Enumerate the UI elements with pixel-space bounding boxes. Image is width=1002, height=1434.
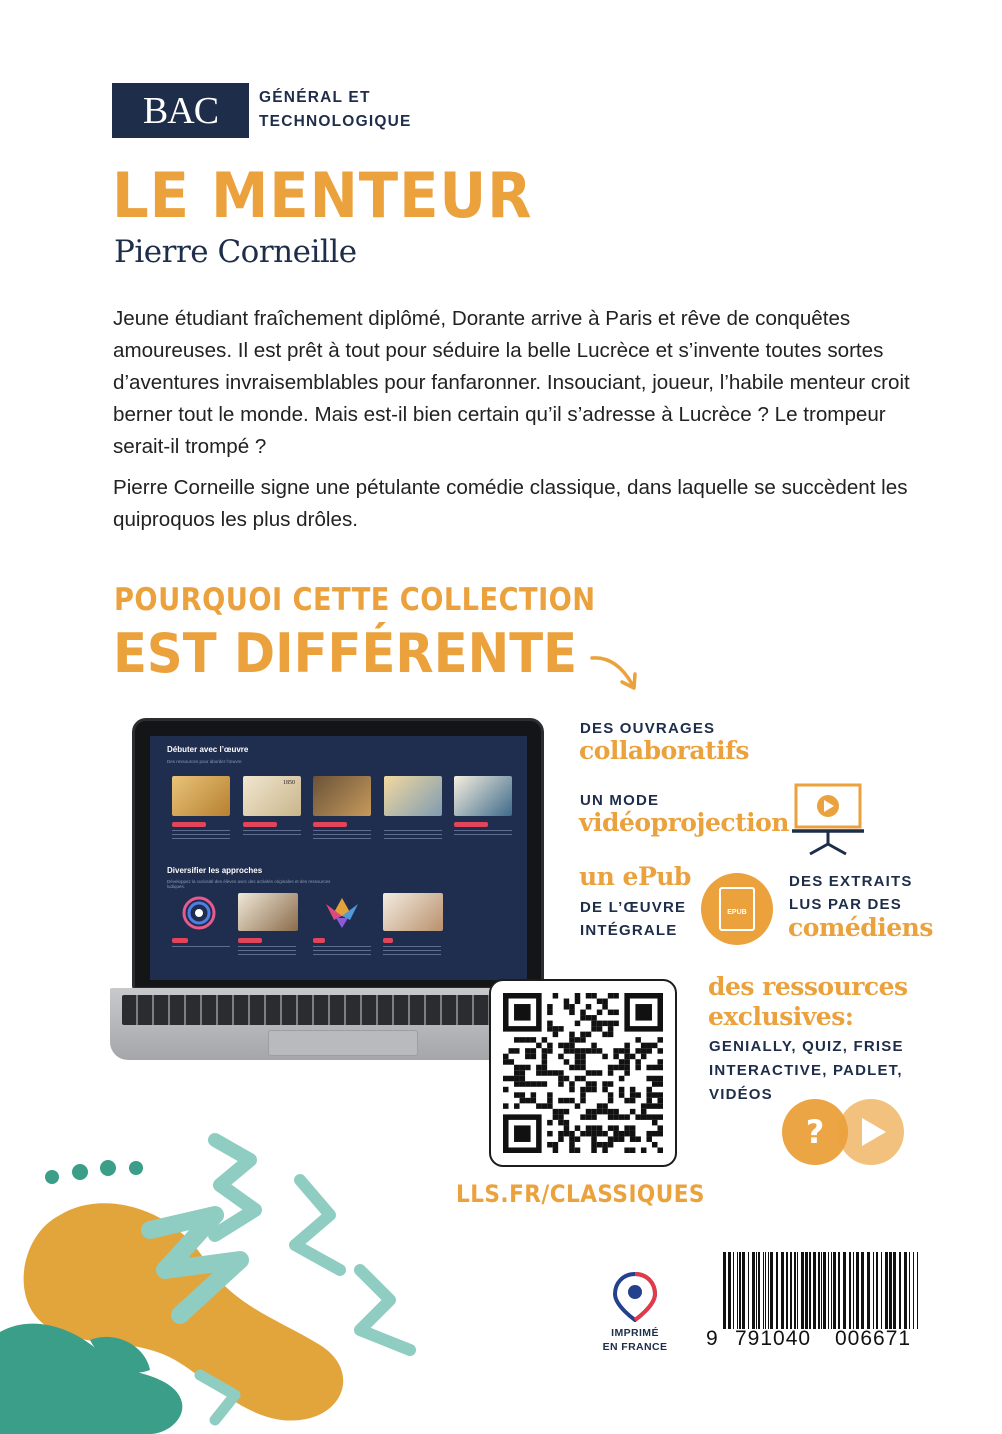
isbn-digit-1: 9 bbox=[706, 1327, 719, 1350]
book-title: LE MENTEUR bbox=[112, 159, 533, 232]
screen-caption bbox=[172, 830, 230, 840]
quiz-circle-icon bbox=[782, 1099, 848, 1165]
barcode-icon bbox=[723, 1252, 920, 1329]
screen-thumbnail bbox=[243, 776, 301, 816]
feature-epub-line-1: DE L’ŒUVRE bbox=[580, 899, 687, 916]
qr-code-pattern-icon bbox=[503, 993, 663, 1153]
screen-section-1-sub: Des ressources pour aborder l’œuvre bbox=[167, 759, 242, 764]
summary-paragraph-2: Pierre Corneille signe une pétulante comédie classique, dans laquelle se succèdent les quiproquos les plus drôles. bbox=[113, 476, 908, 531]
screen-caption bbox=[313, 830, 371, 840]
screen-tag bbox=[172, 938, 188, 943]
track-line-2: TECHNOLOGIQUE bbox=[259, 113, 412, 130]
feature-collab-title: collaboratifs bbox=[579, 736, 749, 765]
feature-audio-line-1: DES EXTRAITS bbox=[789, 873, 913, 890]
bac-logo bbox=[112, 83, 249, 138]
feature-resources-title bbox=[708, 972, 908, 1032]
collection-heading-line-2: EST DIFFÉRENTE bbox=[113, 622, 578, 685]
feature-resources-list-3: VIDÉOS bbox=[709, 1086, 773, 1103]
screen-caption bbox=[313, 946, 371, 956]
screen-caption bbox=[454, 830, 512, 836]
screen-tag bbox=[238, 938, 262, 943]
bac-label: BAC bbox=[142, 89, 219, 132]
feature-resources-list-2: INTERACTIVE, PADLET, bbox=[709, 1062, 903, 1079]
screen-thumbnail bbox=[313, 776, 371, 816]
screen-section-2-sub: Développez la curiosité des élèves avec des activités originales et des ressources ludiques. bbox=[167, 879, 331, 889]
screen-caption bbox=[172, 946, 230, 950]
screen-section-1-title: Débuter avec l’œuvre bbox=[167, 745, 249, 754]
genially-logo-icon bbox=[182, 896, 216, 930]
feature-resources-line-1: des ressources bbox=[708, 972, 908, 1001]
screen-tag bbox=[384, 822, 418, 827]
curved-arrow-icon bbox=[588, 648, 648, 696]
feature-video-label: UN MODE bbox=[580, 792, 660, 809]
collection-heading-line-1: POURQUOI CETTE COLLECTION bbox=[114, 582, 596, 618]
epub-file-icon bbox=[719, 887, 755, 931]
feature-resources-line-2: exclusives: bbox=[708, 1002, 854, 1031]
screen-thumbnail bbox=[172, 776, 230, 816]
isbn-group-2: 006671 bbox=[835, 1327, 912, 1350]
collection-url-link[interactable]: LLS.FR/CLASSIQUES bbox=[456, 1180, 705, 1208]
feature-resources-list bbox=[709, 1035, 904, 1107]
feature-resources-list-1: GENIALLY, QUIZ, FRISE bbox=[709, 1038, 904, 1055]
feature-audio-title: comédiens bbox=[788, 913, 933, 942]
track-line-1: GÉNÉRAL ET bbox=[259, 89, 371, 106]
screen-tag bbox=[313, 938, 325, 943]
origami-bird-icon bbox=[322, 894, 362, 930]
screen-section-2-title: Diversifier les approches bbox=[167, 866, 263, 875]
screen-caption bbox=[243, 830, 301, 836]
location-pin-icon bbox=[609, 1270, 661, 1322]
track-label bbox=[259, 86, 412, 134]
screen-caption bbox=[384, 830, 442, 840]
book-author: Pierre Corneille bbox=[114, 234, 357, 270]
epub-icon bbox=[701, 873, 773, 945]
screen-tag bbox=[454, 822, 488, 827]
imprime-line-1: IMPRIMÉ bbox=[611, 1327, 659, 1339]
isbn-group-1: 791040 bbox=[735, 1327, 812, 1350]
laptop-screen bbox=[150, 736, 527, 980]
feature-epub-title: un ePub bbox=[579, 862, 691, 891]
screen-thumbnail bbox=[454, 776, 512, 816]
feature-audio-line-2: LUS PAR DES bbox=[789, 896, 902, 913]
screen-tag bbox=[172, 822, 206, 827]
summary-paragraph-1: Jeune étudiant fraîchement diplômé, Dorante arrive à Paris et rêve de conquêtes amoureuses. Il est prêt à tout pour séduire la belle Lucrèce et s’invente toutes sortes d’aventures invraisemblables pour fanfaronner. Insouciant, joueur, l’habile menteur croit berner tout le monde. Mais est-il bien certain qu’il s’adresse à Lucrèce ? Le trompeur serait-il trompé ? bbox=[113, 307, 910, 458]
thumbnail-year: 1850 bbox=[283, 780, 295, 786]
screen-tag bbox=[383, 938, 393, 943]
screen-tag bbox=[243, 822, 277, 827]
screen-thumbnail bbox=[238, 893, 298, 931]
screen-tag bbox=[313, 822, 347, 827]
screen-caption bbox=[238, 946, 296, 956]
projector-screen-icon bbox=[790, 782, 866, 858]
feature-audio-label bbox=[789, 870, 913, 916]
screen-caption bbox=[383, 946, 441, 956]
screen-thumbnail bbox=[383, 893, 443, 931]
decorative-shapes bbox=[0, 1120, 470, 1434]
feature-collab-label: DES OUVRAGES bbox=[580, 720, 716, 737]
feature-epub-line-2: INTÉGRALE bbox=[580, 922, 678, 939]
screen-thumbnail bbox=[384, 776, 442, 816]
laptop-trackpad bbox=[268, 1030, 418, 1056]
imprime-en-france bbox=[595, 1326, 675, 1354]
play-triangle-icon bbox=[858, 1115, 888, 1149]
feature-epub-label bbox=[580, 896, 686, 942]
epub-icon-label: EPUB bbox=[727, 909, 747, 916]
quiz-symbol: ? bbox=[805, 1113, 825, 1151]
feature-video-title: vidéoprojection bbox=[579, 808, 789, 837]
qr-code[interactable] bbox=[489, 979, 677, 1167]
imprime-line-2: EN FRANCE bbox=[602, 1341, 668, 1353]
